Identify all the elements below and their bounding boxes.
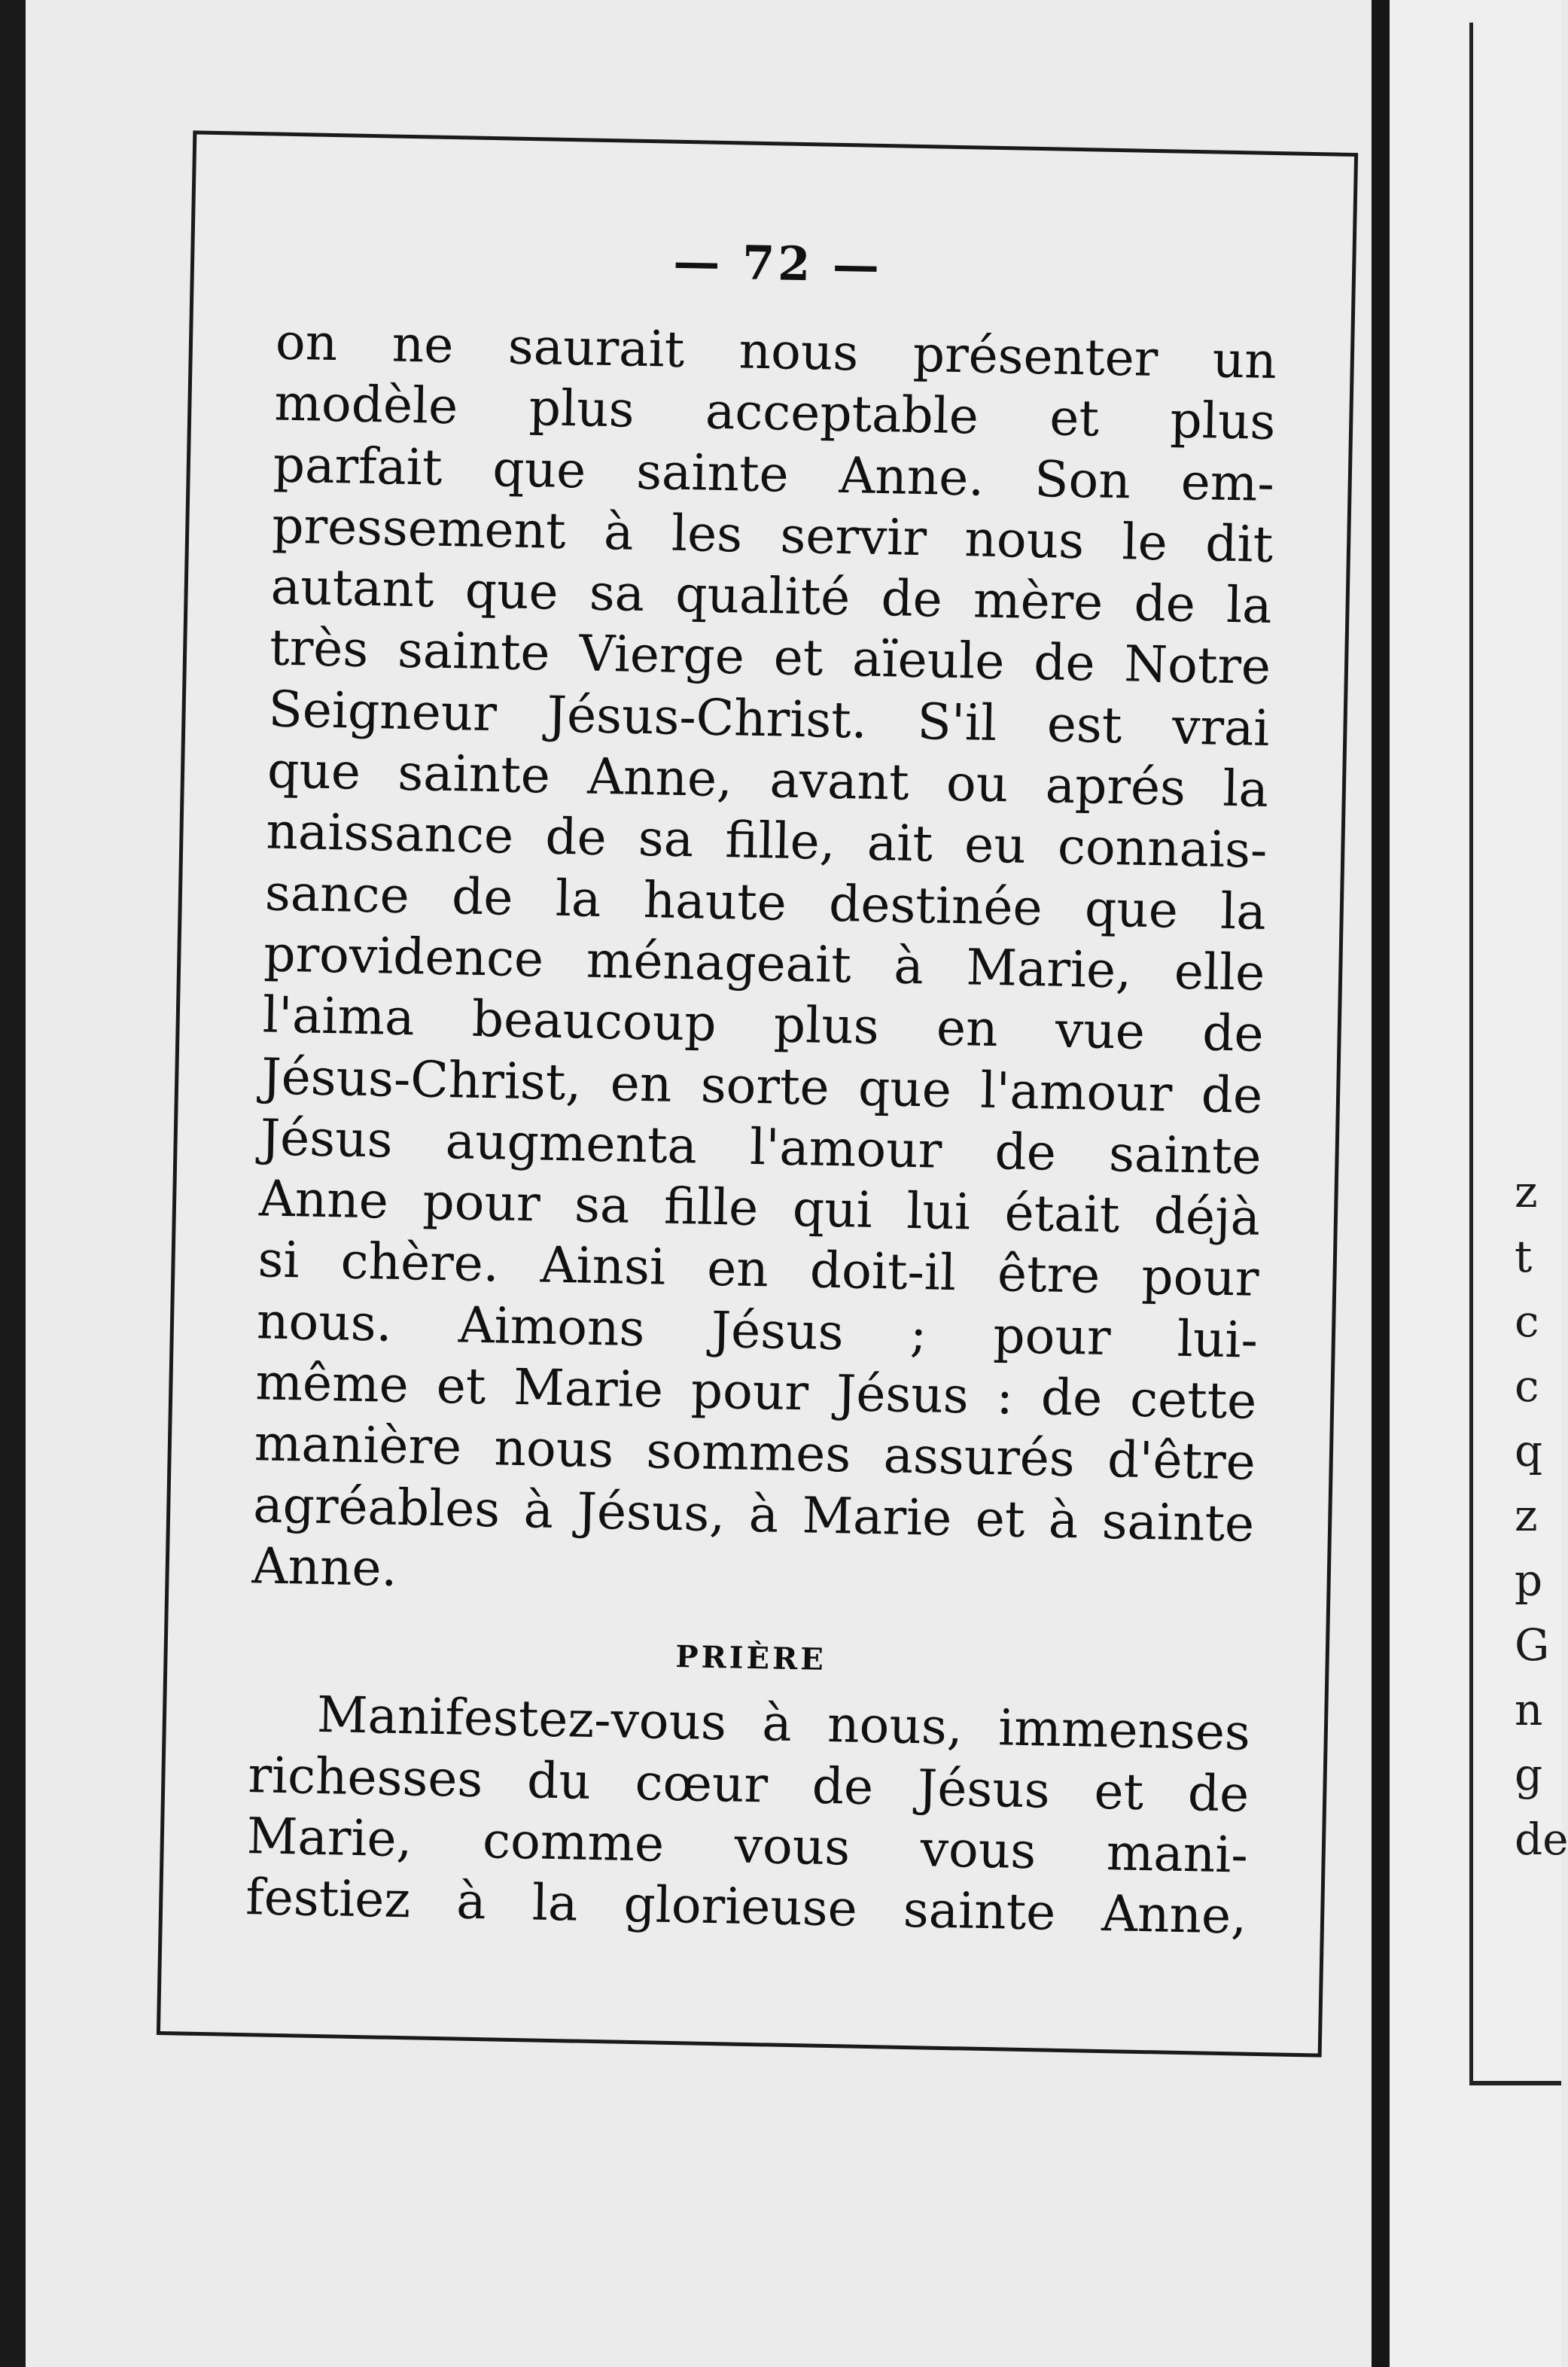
text-line: l'aima beaucoup plus en vue de xyxy=(262,985,1265,1064)
page-content xyxy=(245,227,1279,1948)
edge-letter: G xyxy=(1515,1619,1550,1671)
edge-letter: z xyxy=(1515,1166,1538,1217)
text-line: même et Marie pour Jésus : de cette xyxy=(254,1353,1258,1430)
text-line: naissance de sa fille, ait eu connais- xyxy=(265,802,1268,880)
text-line: parfait que sainte Anne. Son em- xyxy=(272,435,1275,513)
page-number: — 72 — xyxy=(672,233,883,293)
text-line: autant que sa qualité de mère de la xyxy=(270,557,1273,635)
edge-letter: n xyxy=(1515,1684,1543,1735)
text-line: Seigneur Jésus-Christ. S'il est vrai xyxy=(267,680,1271,757)
text-line: pressement à les servir nous le dit xyxy=(271,496,1274,574)
edge-letter: p xyxy=(1515,1555,1543,1606)
text-line: modèle plus acceptable et plus xyxy=(273,373,1276,452)
text-line: sance de la haute destinée que la xyxy=(264,864,1267,941)
text-line: très sainte Vierge et aïeule de Notre xyxy=(269,618,1271,696)
body-paragraph xyxy=(251,312,1277,1616)
edge-letter: q xyxy=(1515,1425,1543,1476)
edge-letter: c xyxy=(1515,1360,1539,1412)
text-line: on ne saurait nous présenter un xyxy=(275,312,1277,391)
prayer-paragraph xyxy=(245,1683,1251,1947)
book-binding xyxy=(1372,0,1390,2367)
edge-letter: g xyxy=(1515,1749,1543,1800)
prayer-line: Marie, comme vous vous mani- xyxy=(246,1807,1249,1884)
text-line: si chère. Ainsi en doit-il être pour xyxy=(257,1230,1260,1308)
edge-letter: z xyxy=(1515,1490,1538,1541)
edge-letter: de xyxy=(1515,1814,1568,1865)
text-line: Anne. xyxy=(251,1537,398,1598)
prayer-line: festiez à la glorieuse sainte Anne, xyxy=(245,1868,1247,1945)
text-line: Jésus-Christ, en sorte que l'amour de xyxy=(260,1046,1263,1125)
text-line: Anne pour sa fille qui lui était déjà xyxy=(258,1169,1261,1247)
prayer-heading: PRIÈRE xyxy=(675,1639,827,1678)
text-line: manière nous sommes assurés d'être xyxy=(254,1414,1256,1492)
edge-letter: t xyxy=(1515,1231,1533,1282)
text-frame xyxy=(157,130,1358,2057)
text-line: agréables à Jésus, à Marie et à sainte xyxy=(252,1475,1255,1553)
edge-letter: c xyxy=(1515,1296,1539,1347)
text-line: providence ménageait à Marie, elle xyxy=(263,925,1265,1002)
adjacent-page-text xyxy=(1515,1159,1568,1872)
text-line: Jésus augmenta l'amour de sainte xyxy=(260,1108,1262,1186)
prayer-line: Manifestez-vous à nous, immenses xyxy=(316,1686,1251,1762)
text-line: nous. Aimons Jésus ; pour lui- xyxy=(256,1292,1259,1369)
prayer-line: richesses du cœur de Jésus et de xyxy=(247,1745,1250,1823)
text-line: que sainte Anne, avant ou aprés la xyxy=(266,741,1269,819)
